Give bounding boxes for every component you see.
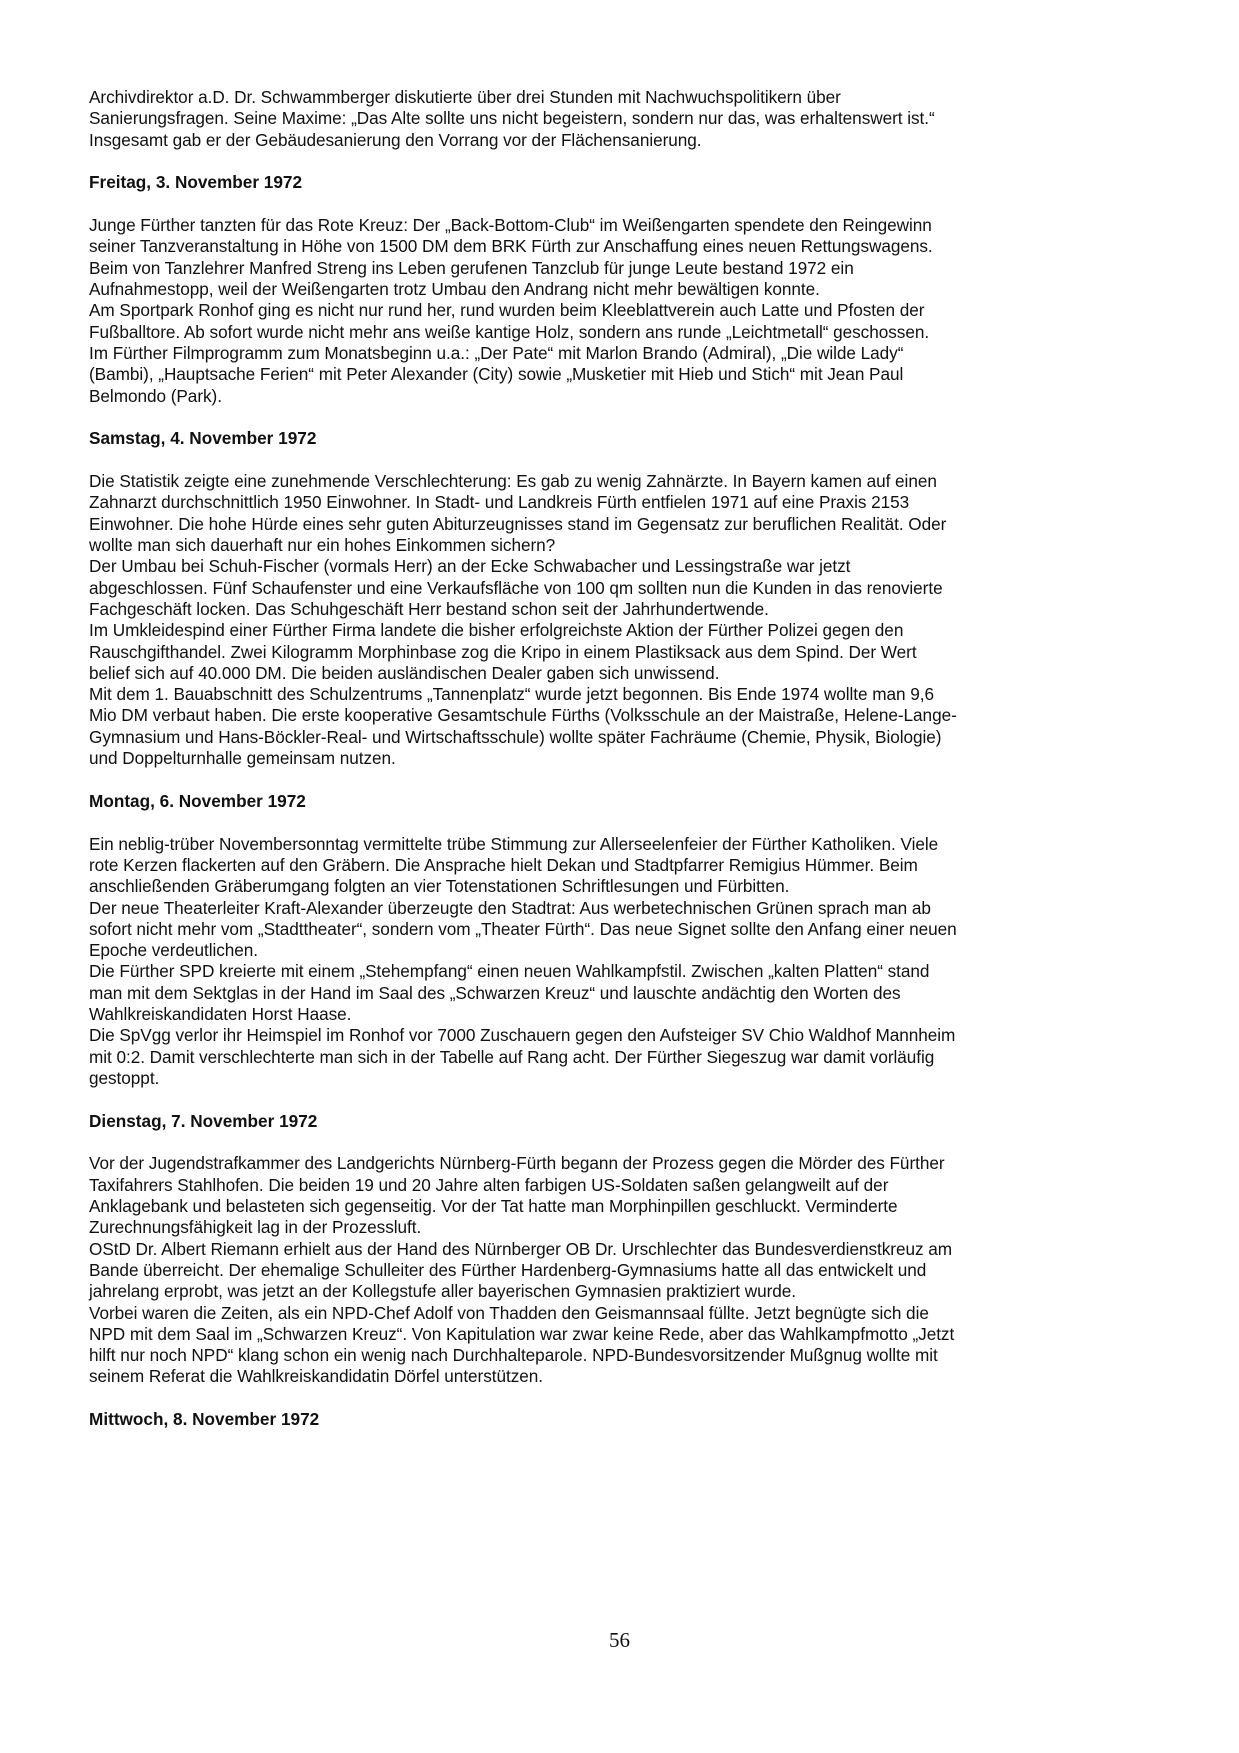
text-line: Der Umbau bei Schuh-Fischer (vormals Herr) an der Ecke Schwabacher und Lessingstraße war jetzt [89,556,851,577]
text-line: Ein neblig-trüber Novembersonntag vermittelte trübe Stimmung zur Allerseelenfeier der Fürther Katholiken. Viele [89,833,939,854]
text-line: jahrelang erprobt, was jetzt an der Kollegstufe aller bayerischen Gymnasien praktiziert wurde. [89,1281,797,1302]
text-line: gestoppt. [89,1067,160,1088]
day-section [89,428,1179,769]
page-number: 56 [609,1628,630,1652]
intro-paragraph [89,87,1179,151]
date-heading: Dienstag, 7. November 1972 [89,1110,318,1131]
text-line: Belmondo (Park). [89,385,222,406]
text-line: Bande überreicht. Der ehemalige Schulleiter des Fürther Hardenberg-Gymnasiums hatte all das entwickelt und [89,1259,927,1280]
text-line: abgeschlossen. Fünf Schaufenster und eine Verkaufsfläche von 100 qm sollten nun die Kunden in das renovierte [89,577,943,598]
day-section [89,791,1179,1089]
text-line: hilft nur noch NPD“ klang schon ein wenig nach Durchhalteparole. NPD-Bundesvorsitzender Mußgnug wollte mit [89,1345,938,1366]
text-line: Die SpVgg verlor ihr Heimspiel im Ronhof vor 7000 Zuschauern gegen den Aufsteiger SV Chio Waldhof Mannheim [89,1025,956,1046]
date-heading: Samstag, 4. November 1972 [89,428,317,449]
text-line: Junge Fürther tanzten für das Rote Kreuz: Der „Back-Bottom-Club“ im Weißengarten spendete den Reingewinn [89,215,932,236]
text-line: Mio DM verbaut haben. Die erste kooperative Gesamtschule Fürths (Volksschule an der Maistraße, Helene-Lange- [89,705,957,726]
text-line: Sanierungsfragen. Seine Maxime: „Das Alte sollte uns nicht begeistern, sondern nur das, was erhaltenswert ist.“ [89,108,935,129]
text-line: mit 0:2. Damit verschlechterte man sich in der Tabelle auf Rang acht. Der Fürther Siegeszug war damit vorläufig [89,1046,935,1067]
text-line: Beim von Tanzlehrer Manfred Streng ins Leben gerufenen Tanzclub für junge Leute bestand 1972 ein [89,257,854,278]
text-line: NPD mit dem Saal im „Schwarzen Kreuz“. Von Kapitulation war zwar keine Rede, aber das Wahlkampfmotto „Jetzt [89,1323,955,1344]
text-line: Fußballtore. Ab sofort wurde nicht mehr ans weiße kantige Holz, sondern ans runde „Leichtmetall“ geschossen. [89,321,930,342]
text-line: Vorbei waren die Zeiten, als ein NPD-Chef Adolf von Thadden den Geismannsaal füllte. Jetzt begnügte sich die [89,1302,929,1323]
text-line: seiner Tanzveranstaltung in Höhe von 1500 DM dem BRK Fürth zur Anschaffung eines neuen Rettungswagens. [89,236,933,257]
text-line: (Bambi), „Hauptsache Ferien“ mit Peter Alexander (City) sowie „Musketier mit Hieb und Stich“ mit Jean Paul [89,364,904,385]
text-line: Wahlkreiskandidaten Horst Haase. [89,1003,352,1024]
date-heading: Mittwoch, 8. November 1972 [89,1409,320,1430]
text-line: Insgesamt gab er der Gebäudesanierung den Vorrang vor der Flächensanierung. [89,129,702,150]
text-line: Vor der Jugendstrafkammer des Landgerichts Nürnberg-Fürth begann der Prozess gegen die Mörder des Fürther [89,1153,945,1174]
text-line: Der neue Theaterleiter Kraft-Alexander überzeugte den Stadtrat: Aus werbetechnischen Grünen sprach man ab [89,897,931,918]
text-line: Gymnasium und Hans-Böckler-Real- und Wirtschaftsschule) wollte später Fachräume (Chemie, Physik, Biologie) [89,726,942,747]
text-line: rote Kerzen flackerten auf den Gräbern. Die Ansprache hielt Dekan und Stadtpfarrer Remigius Hümmer. Beim [89,854,918,875]
day-section [89,172,1179,406]
text-line: man mit dem Sektglas in der Hand im Saal des „Schwarzen Kreuz“ und lauschte andächtig den Worten des [89,982,901,1003]
date-heading: Montag, 6. November 1972 [89,790,306,811]
text-line: anschließenden Gräberumgang folgten an vier Totenstationen Schriftlesungen und Fürbitten. [89,876,790,897]
text-line: Fachgeschäft locken. Das Schuhgeschäft Herr bestand schon seit der Jahrhundertwende. [89,598,769,619]
text-line: Im Umkleidespind einer Fürther Firma landete die bisher erfolgreichste Aktion der Fürther Polizei gegen den [89,620,904,641]
diary-sections [89,172,1179,1430]
text-line: Am Sportpark Ronhof ging es nicht nur rund her, rund wurden beim Kleeblattverein auch Latte und Pfosten der [89,300,925,321]
text-line: seinem Referat die Wahlkreiskandidatin Dörfel unterstützen. [89,1366,544,1387]
text-line: wollte man sich dauerhaft nur ein hohes Einkommen sichern? [89,535,556,556]
text-line: OStD Dr. Albert Riemann erhielt aus der Hand des Nürnberger OB Dr. Urschlechter das Bundesverdienstkreuz am [89,1238,953,1259]
text-line: Archivdirektor a.D. Dr. Schwammberger diskutierte über drei Stunden mit Nachwuchspolitikern über [89,87,841,107]
text-line: und Doppelturnhalle gemeinsam nutzen. [89,748,396,769]
text-line: Zahnarzt durchschnittlich 1950 Einwohner. In Stadt- und Landkreis Fürth entfielen 1971 auf eine Praxis 2153 [89,492,910,513]
text-line: Die Statistik zeigte eine zunehmende Verschlechterung: Es gab zu wenig Zahnärzte. In Bayern kamen auf einen [89,471,937,492]
text-line: Rauschgifthandel. Zwei Kilogramm Morphinbase zog die Kripo in einem Plastiksack aus dem Spind. Der Wert [89,641,917,662]
date-heading: Freitag, 3. November 1972 [89,172,303,193]
text-line: Anklagebank und belasteten sich gegenseitig. Vor der Tat hatte man Morphinpillen geschluckt. Verminderte [89,1196,898,1217]
day-section [89,1111,1179,1388]
day-section [89,1409,1179,1430]
text-line: Epoche verdeutlichen. [89,940,259,961]
text-line: Mit dem 1. Bauabschnitt des Schulzentrums „Tannenplatz“ wurde jetzt begonnen. Bis Ende 1974 wollte man 9,6 [89,684,935,705]
text-line: Die Fürther SPD kreierte mit einem „Stehempfang“ einen neuen Wahlkampfstil. Zwischen „kalten Platten“ stand [89,961,930,982]
text-line: Taxifahrers Stahlhofen. Die beiden 19 und 20 Jahre alten farbigen US-Soldaten saßen gelangweilt auf der [89,1174,889,1195]
text-line: sofort nicht mehr vom „Stadttheater“, sondern vom „Theater Fürth“. Das neue Signet sollte den Anfang einer neuen [89,918,957,939]
text-line: belief sich auf 40.000 DM. Die beiden ausländischen Dealer gaben sich unwissend. [89,662,720,683]
page-content [89,87,1179,1452]
text-line: Zurechnungsfähigkeit lag in der Prozessluft. [89,1217,422,1238]
text-line: Aufnahmestopp, weil der Weißengarten trotz Umbau den Andrang nicht mehr bewältigen konnte. [89,279,820,300]
text-line: Im Fürther Filmprogramm zum Monatsbeginn u.a.: „Der Pate“ mit Marlon Brando (Admiral), „Die wilde Lady“ [89,342,904,363]
text-line: Einwohner. Die hohe Hürde eines sehr guten Abiturzeugnisses stand im Gegensatz zur beruflichen Realität. Oder [89,513,947,534]
